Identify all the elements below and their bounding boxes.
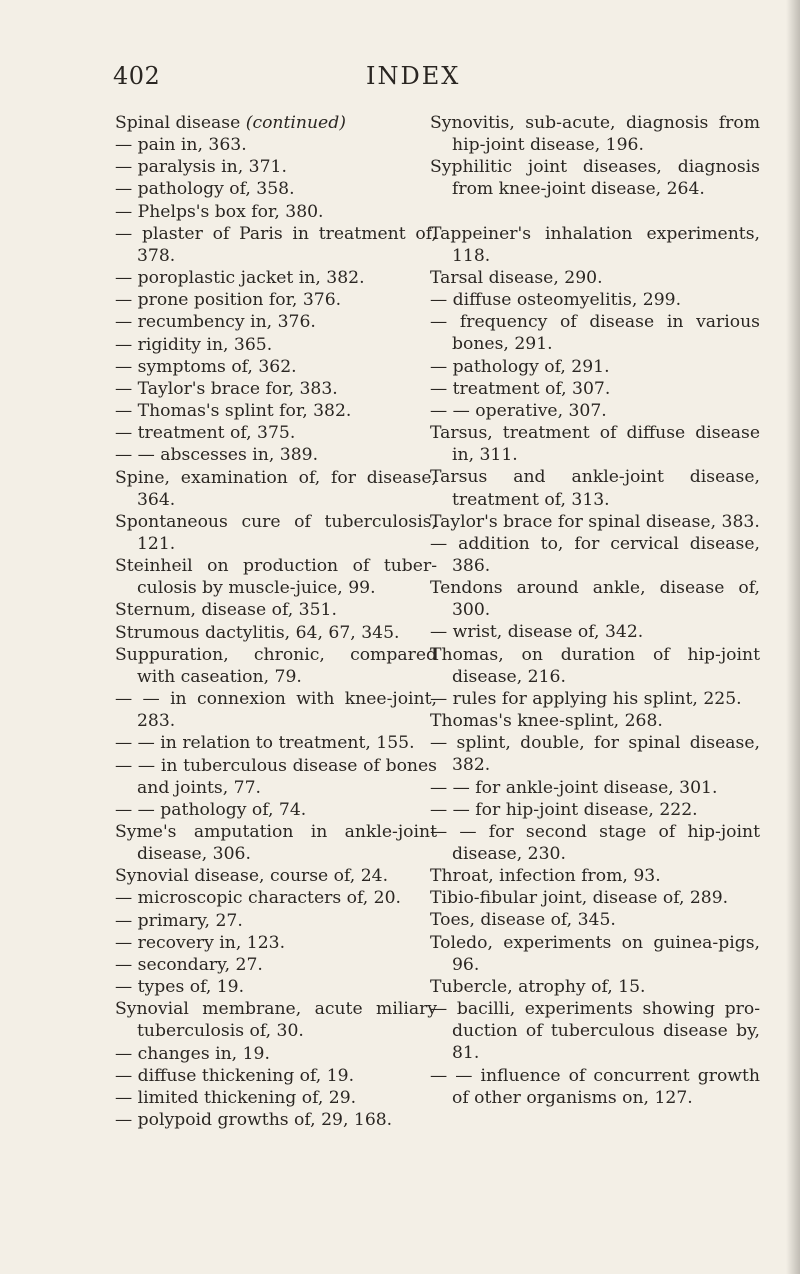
index-entry <box>115 1087 437 1109</box>
index-entry <box>430 865 760 887</box>
index-entry <box>115 334 437 356</box>
index-entry <box>115 688 437 732</box>
index-entry <box>115 178 437 200</box>
page-header <box>0 62 800 102</box>
index-entry <box>430 533 760 577</box>
index-entry-text: — diffuse thickening of, 19. <box>115 1065 355 1086</box>
index-entry <box>115 976 437 998</box>
index-entry <box>430 356 760 378</box>
index-entry <box>115 887 437 909</box>
index-entry-text: — — in connexion with knee-joint, 283. <box>115 689 437 732</box>
index-entry <box>115 156 437 178</box>
index-entry-text: — — for hip-joint disease, 222. <box>430 799 698 820</box>
index-entry-text: — pathology of, 291. <box>430 356 610 377</box>
index-entry-text: — bacilli, experiments showing production of tuberculous disease by, 81. <box>430 999 760 1064</box>
index-entry-text: — splint, double, for spinal disease, 382. <box>430 733 760 776</box>
index-entry <box>430 976 760 998</box>
index-entry-text: Throat, infection from, 93. <box>430 866 661 887</box>
index-entry <box>115 444 437 466</box>
index-entry <box>115 932 437 954</box>
index-entry <box>430 799 760 821</box>
index-entry <box>115 223 437 267</box>
index-entry <box>430 577 760 621</box>
index-entry <box>430 777 760 799</box>
index-entry-text: — limited thickening of, 29. <box>115 1087 357 1108</box>
index-entry <box>115 954 437 976</box>
index-entry-text: — microscopic characters of, 20. <box>115 888 401 909</box>
index-entry <box>115 644 437 688</box>
index-entry-text: Toledo, experiments on guinea-pigs, 96. <box>430 932 760 975</box>
page-title: INDEX <box>366 62 461 90</box>
index-entry-text: Spontaneous cure of tuberculosis, 121. <box>115 511 437 554</box>
index-entry <box>115 555 437 599</box>
index-entry-text: — treatment of, 375. <box>115 423 296 444</box>
index-entry-text: — recovery in, 123. <box>115 932 286 953</box>
index-entry <box>115 511 437 555</box>
index-entry-text: Tarsus, treatment of diffuse disease in, 311. <box>430 423 760 466</box>
index-entry-text: — poroplastic jacket in, 382. <box>115 268 365 289</box>
index-entry-text: Tendons around ankle, disease of, 300. <box>430 578 760 621</box>
index-entry-text: — pain in, 363. <box>115 135 247 156</box>
index-entry-text: Suppuration, chronic, compared with caseation, 79. <box>115 644 437 687</box>
index-entry-text: — rules for applying his splint, 225. <box>430 688 742 709</box>
index-entry-text: — symptoms of, 362. <box>115 356 297 377</box>
index-entry-text: Toes, disease of, 345. <box>430 910 616 931</box>
index-group-t <box>430 223 760 1109</box>
index-entry <box>430 932 760 976</box>
index-entry-text: — — in relation to treatment, 155. <box>115 733 415 754</box>
index-entry-text: — — for second stage of hip-joint disease, 230. <box>430 821 760 864</box>
page-edge-shadow <box>786 0 800 1274</box>
index-entry <box>115 998 437 1042</box>
index-entry <box>115 821 437 865</box>
index-entry <box>430 378 760 400</box>
index-entry <box>430 887 760 909</box>
index-entry-text: Syphilitic joint diseases, diagnosis from knee-joint disease, 264. <box>430 157 760 200</box>
index-entry-text: — addition to, for cervical disease, 386. <box>430 533 760 576</box>
index-entry-text: Tappeiner's inhalation experiments, 118. <box>430 223 760 266</box>
index-entry <box>430 311 760 355</box>
index-entry-text: — Phelps's box for, 380. <box>115 201 324 222</box>
index-entry-text: Tubercle, atrophy of, 15. <box>430 976 646 997</box>
index-entry <box>430 998 760 1064</box>
index-entry <box>430 1065 760 1109</box>
letter-gap <box>430 201 760 223</box>
index-entry <box>430 621 760 643</box>
index-entry <box>430 400 760 422</box>
index-entry <box>430 710 760 732</box>
index-entry <box>430 821 760 865</box>
index-entry <box>115 467 437 511</box>
index-entry <box>115 599 437 621</box>
index-entry-text: — Taylor's brace for, 383. <box>115 378 338 399</box>
index-entry-text: — rigidity in, 365. <box>115 334 273 355</box>
index-entry-text: Taylor's brace for spinal disease, 383. <box>430 511 760 532</box>
index-entry <box>430 289 760 311</box>
index-entry <box>115 311 437 333</box>
index-entry <box>115 267 437 289</box>
index-group-synovitis <box>430 112 760 201</box>
index-entry <box>115 799 437 821</box>
index-entry <box>430 688 760 710</box>
index-entry <box>115 356 437 378</box>
index-entry <box>115 732 437 754</box>
index-entry-text: — — influence of concurrent growth of other organisms on, 127. <box>430 1065 760 1108</box>
index-entry-text: Synovitis, sub-acute, diagnosis from hip-joint disease, 196. <box>430 113 760 156</box>
index-entry-text: — Thomas's splint for, 382. <box>115 401 352 422</box>
index-entry-text: — secondary, 27. <box>115 954 263 975</box>
index-entry-text: Thomas's knee-splint, 268. <box>430 711 663 732</box>
index-entry-text: — treatment of, 307. <box>430 378 611 399</box>
index-entry <box>115 378 437 400</box>
index-entry <box>115 422 437 444</box>
index-entry <box>115 289 437 311</box>
index-entry-text: — primary, 27. <box>115 910 243 931</box>
index-entry <box>430 466 760 510</box>
index-entry-text: — diffuse osteomyelitis, 299. <box>430 290 682 311</box>
index-entry-text: Tarsal disease, 290. <box>430 267 603 288</box>
index-column-right <box>430 112 760 1109</box>
index-entry-text: — prone position for, 376. <box>115 290 342 311</box>
index-entry-text: Tibio-fibular joint, disease of, 289. <box>430 888 729 909</box>
index-column-left <box>115 112 437 1131</box>
index-entry <box>430 112 760 156</box>
index-entry <box>115 1043 437 1065</box>
index-entry <box>430 909 760 931</box>
index-entry <box>115 865 437 887</box>
index-entry-text: — — abscesses in, 389. <box>115 445 319 466</box>
index-entry-text: Synovial disease, course of, 24. <box>115 866 389 887</box>
index-entry-text: Spinal disease <box>115 113 246 133</box>
index-entry-text: — — for ankle-joint disease, 301. <box>430 777 718 798</box>
index-entry-text: Synovial membrane, acute miliary tuberculosis of, 30. <box>115 999 437 1042</box>
index-entry-text: — — in tuberculous disease of bones and joints, 77. <box>115 755 437 798</box>
index-entry <box>115 112 437 134</box>
index-entry <box>430 644 760 688</box>
index-entry <box>430 223 760 267</box>
index-entry-text: — — pathology of, 74. <box>115 799 307 820</box>
index-entry-text: — wrist, disease of, 342. <box>430 622 644 643</box>
index-entry-text: — pathology of, 358. <box>115 179 295 200</box>
index-entry <box>115 134 437 156</box>
index-entry-text: Spine, examination of, for disease, 364. <box>115 467 437 510</box>
page-number: 402 <box>113 62 161 90</box>
index-entry <box>115 622 437 644</box>
index-entry-text: — plaster of Paris in treatment of, 378. <box>115 223 437 266</box>
index-entry <box>115 201 437 223</box>
index-entry-text: Strumous dactylitis, 64, 67, 345. <box>115 622 400 643</box>
index-entry-text: — recumbency in, 376. <box>115 312 316 333</box>
index-entry <box>430 422 760 466</box>
index-entry-text: Steinheil on production of tuberculosis by muscle-juice, 99. <box>115 556 437 599</box>
index-entry <box>430 156 760 200</box>
index-entry <box>430 267 760 289</box>
index-entry <box>115 755 437 799</box>
index-entry-text: — types of, 19. <box>115 977 245 998</box>
index-entry <box>115 400 437 422</box>
index-entry <box>430 511 760 533</box>
index-entry-text: — paralysis in, 371. <box>115 157 287 178</box>
index-entry-text: — frequency of disease in various bones, 291. <box>430 312 760 355</box>
index-entry <box>430 732 760 776</box>
index-entry-italic: (continued) <box>245 113 346 133</box>
index-entry <box>115 1109 437 1131</box>
index-entry-text: Sternum, disease of, 351. <box>115 600 337 621</box>
index-entry-text: — changes in, 19. <box>115 1043 270 1064</box>
index-entry-text: — — operative, 307. <box>430 400 607 421</box>
index-entry-text: — polypoid growths of, 29, 168. <box>115 1110 393 1131</box>
index-entry <box>115 910 437 932</box>
index-entry <box>115 1065 437 1087</box>
index-entry-text: Tarsus and ankle-joint disease, treatment of, 313. <box>430 467 760 510</box>
index-entry-text: Thomas, on duration of hip-joint disease, 216. <box>430 644 760 687</box>
index-entry-text: Syme's amputation in ankle-joint disease, 306. <box>115 822 437 865</box>
